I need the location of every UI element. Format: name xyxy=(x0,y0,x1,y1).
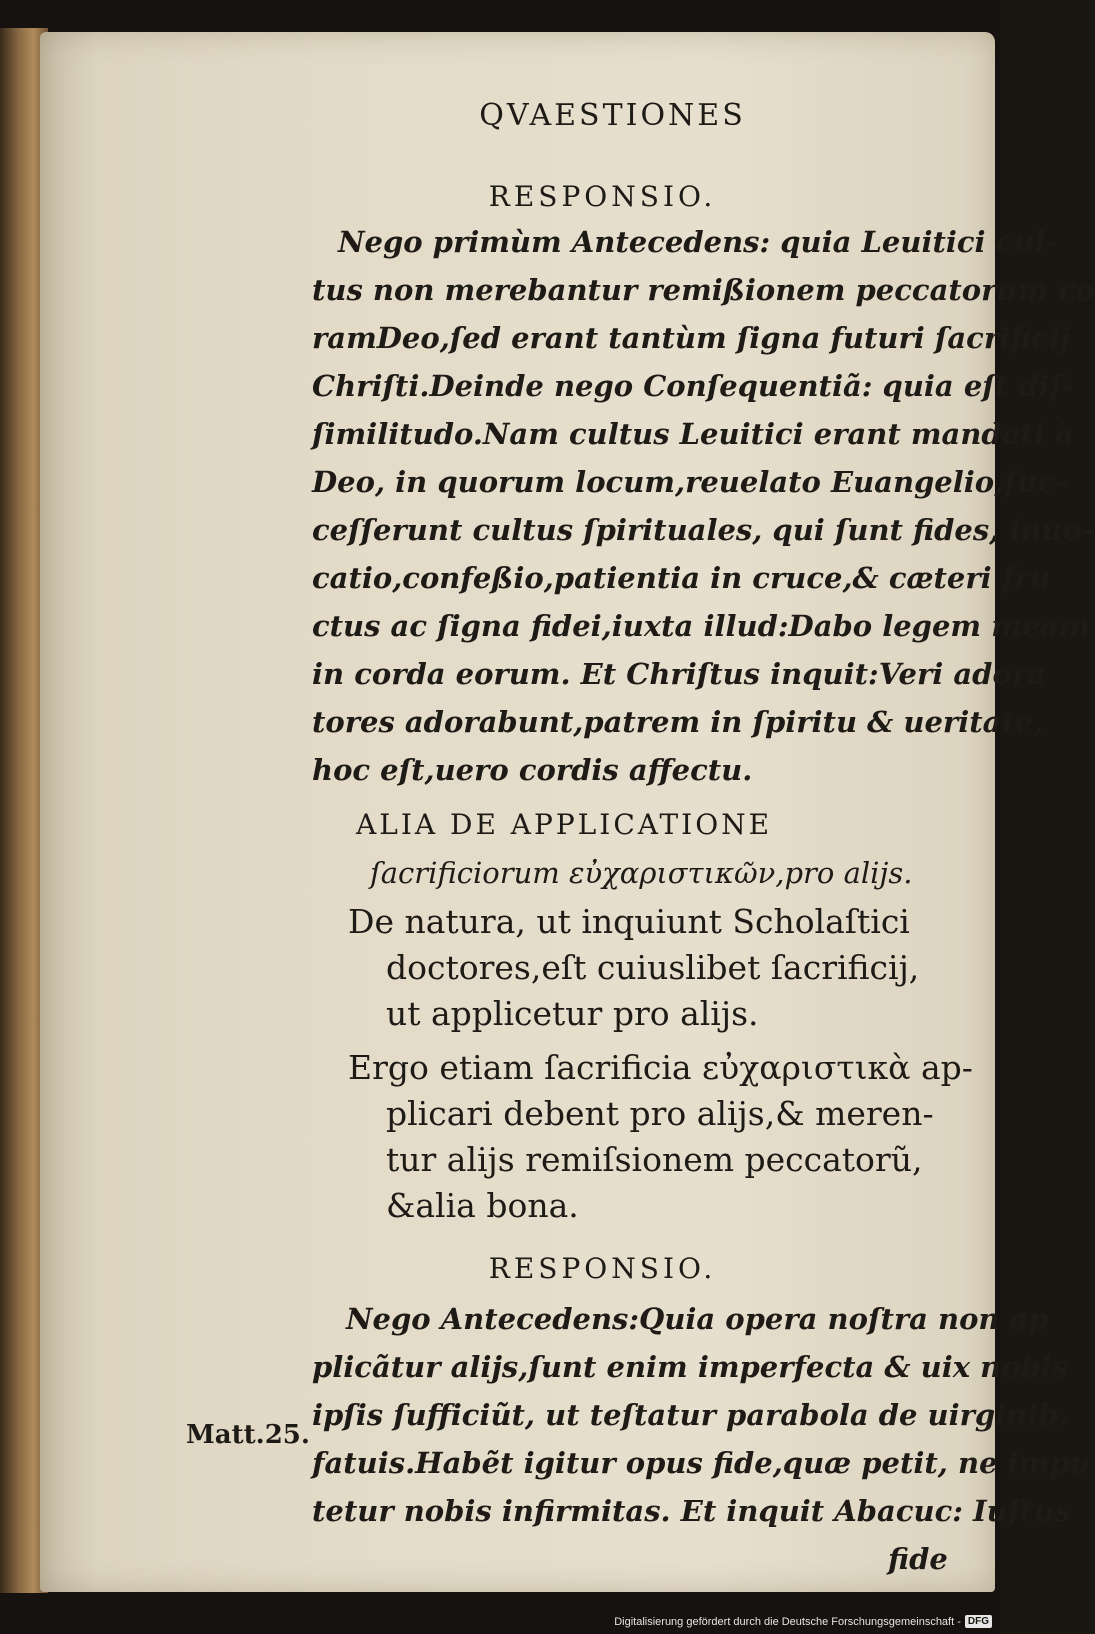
text-line: Nego Antecedens:Quia opera noſtra non ap xyxy=(346,1302,1049,1336)
section-subheading: ſacrificiorum εὐχαριστικῶν,pro alijs. xyxy=(370,856,913,890)
text-line: Ergo etiam ſacrificia εὐχαριστικὰ ap- xyxy=(348,1048,973,1087)
text-line: catio,confeßio,patientia in cruce,& cæteri fru xyxy=(312,561,1051,595)
text-line: &alia bona. xyxy=(386,1186,579,1225)
text-line: tores adorabunt,patrem in ſpiritu & ueritate, xyxy=(312,705,1044,739)
text-line: tus non merebantur remißionem peccatorum co xyxy=(312,273,1095,307)
credit-text: Digitalisierung gefördert durch die Deutsche Forschungsgemeinschaft - xyxy=(614,1615,961,1628)
text-line: ut applicetur pro alijs. xyxy=(386,994,759,1033)
text-line: fatuis.Habẽt igitur opus fide,quæ petit, ne impu xyxy=(312,1446,1091,1480)
running-header: QVAESTIONES xyxy=(479,98,746,133)
text-line: tetur nobis infirmitas. Et inquit Abacuc: Iuſtus xyxy=(312,1494,1071,1528)
text-line: Chriſti.Deinde nego Conſequentiã: quia eſt diſ- xyxy=(312,369,1075,403)
text-line: ctus ac ſigna fidei,iuxta illud:Dabo legem meam xyxy=(312,609,1090,643)
text-line: De natura, ut inquiunt Scholaſtici xyxy=(348,902,910,941)
margin-note: Matt.25. xyxy=(186,1420,310,1450)
book-page xyxy=(40,32,1095,1592)
text-line: ramDeo,ſed erant tantùm ſigna futuri ſacrificij xyxy=(312,321,1071,355)
dfg-logo: DFG xyxy=(965,1615,992,1628)
section-heading-alia: ALIA DE APPLICATIONE xyxy=(356,808,773,841)
text-line: plicari debent pro alijs,& meren- xyxy=(386,1094,934,1133)
text-line: Nego primùm Antecedens: quia Leuitici cul- xyxy=(338,225,1058,259)
text-line: tur alijs remiſsionem peccatorũ, xyxy=(386,1140,923,1179)
catchword: fide xyxy=(888,1542,948,1576)
text-line: plicãtur alijs,ſunt enim imperfecta & uix nobis xyxy=(312,1350,1069,1384)
section-heading-responsio-2: RESPONSIO. xyxy=(488,1252,717,1285)
digitization-credit xyxy=(614,1615,992,1628)
text-line: ſimilitudo.Nam cultus Leuitici erant mandati à xyxy=(312,417,1074,451)
text-line: doctores,eſt cuiuslibet ſacrificij, xyxy=(386,948,920,987)
section-heading-responsio-1: RESPONSIO. xyxy=(488,180,717,213)
text-line: Deo, in quorum locum,reuelato Euangelio,ſuc- xyxy=(312,465,1068,499)
text-line: ipſis ſufficiũt, ut teſtatur parabola de uirginib. xyxy=(312,1398,1069,1432)
text-line: hoc eſt,uero cordis affectu. xyxy=(312,753,753,787)
text-line: in corda eorum. Et Chriſtus inquit:Veri adora xyxy=(312,657,1046,691)
text-line: ceſſerunt cultus ſpirituales, qui ſunt fides, inuo- xyxy=(312,513,1094,547)
